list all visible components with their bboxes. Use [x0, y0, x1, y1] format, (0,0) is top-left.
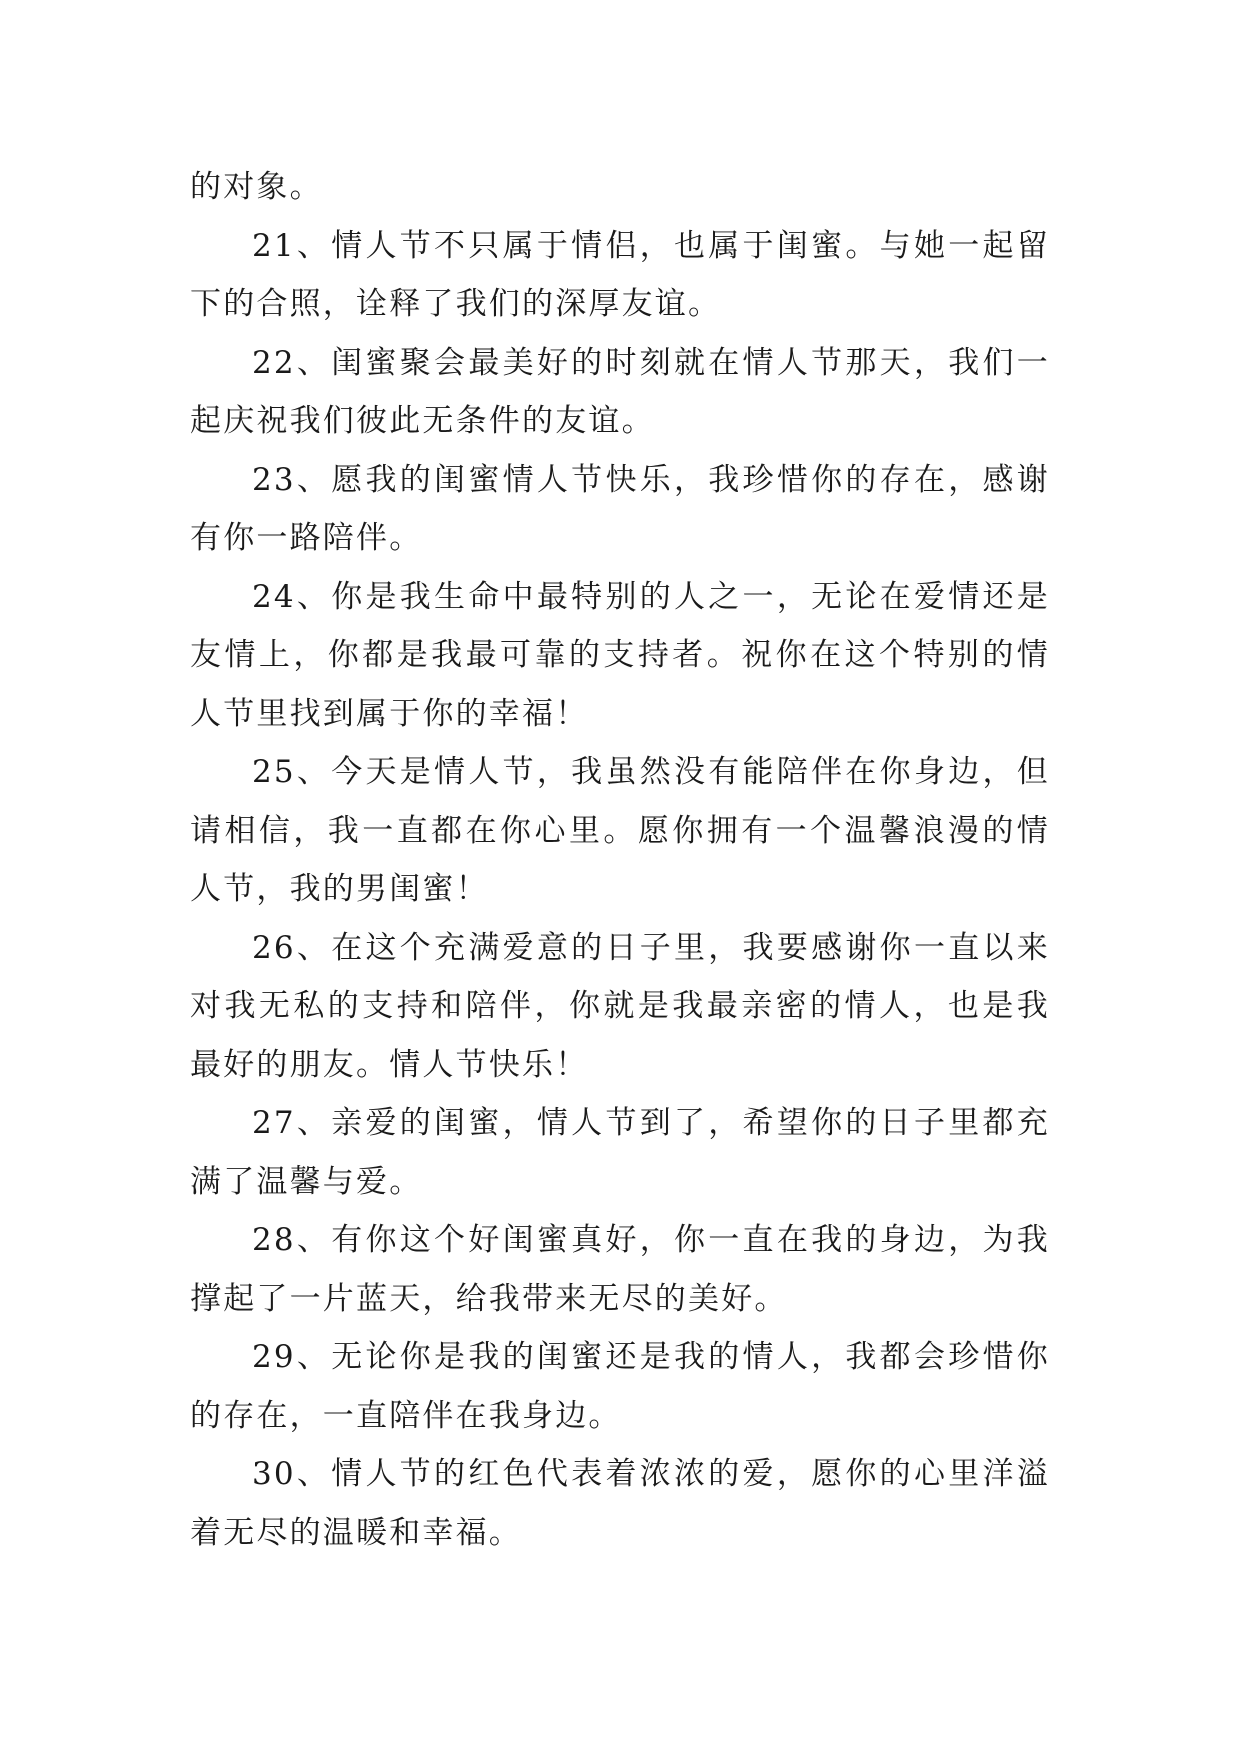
- paragraph-item-24: 24、你是我生命中最特别的人之一，无论在爱情还是友情上，你都是我最可靠的支持者。祝你在这个特别的情人节里找到属于你的幸福！: [190, 578, 1050, 732]
- document-body: [190, 158, 1050, 1562]
- paragraph-item-27: 27、亲爱的闺蜜，情人节到了，希望你的日子里都充满了温馨与爱。: [190, 1105, 1050, 1200]
- paragraph-item-23: 23、愿我的闺蜜情人节快乐，我珍惜你的存在，感谢有你一路陪伴。: [190, 461, 1050, 556]
- paragraph-item-30: 30、情人节的红色代表着浓浓的爱，愿你的心里洋溢着无尽的温暖和幸福。: [190, 1456, 1050, 1551]
- paragraph-item-28: 28、有你这个好闺蜜真好，你一直在我的身边，为我撑起了一片蓝天，给我带来无尽的美好。: [190, 1222, 1050, 1317]
- paragraph-item-26: 26、在这个充满爱意的日子里，我要感谢你一直以来对我无私的支持和陪伴，你就是我最亲密的情人，也是我最好的朋友。情人节快乐！: [190, 929, 1050, 1083]
- paragraph-item-21: 21、情人节不只属于情侣，也属于闺蜜。与她一起留下的合照，诠释了我们的深厚友谊。: [190, 227, 1050, 322]
- paragraph-item-22: 22、闺蜜聚会最美好的时刻就在情人节那天，我们一起庆祝我们彼此无条件的友谊。: [190, 344, 1050, 439]
- paragraph-continuation: 的对象。: [190, 169, 323, 205]
- paragraph-item-29: 29、无论你是我的闺蜜还是我的情人，我都会珍惜你的存在，一直陪伴在我身边。: [190, 1339, 1050, 1434]
- paragraph-item-25: 25、今天是情人节，我虽然没有能陪伴在你身边，但请相信，我一直都在你心里。愿你拥有一个温馨浪漫的情人节，我的男闺蜜！: [190, 754, 1050, 907]
